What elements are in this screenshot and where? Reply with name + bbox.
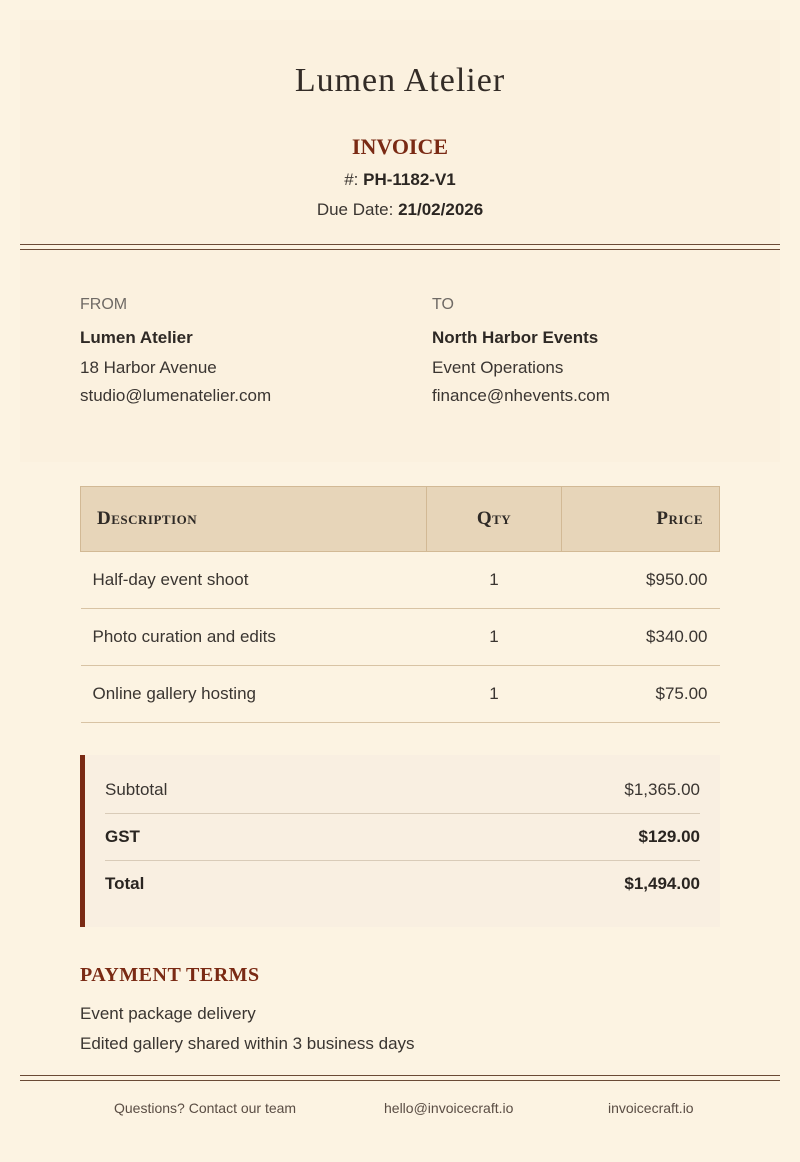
item-qty: 1 [427, 552, 562, 609]
item-price: $340.00 [562, 609, 720, 666]
to-name: North Harbor Events [432, 328, 599, 347]
column-header-price: Price [562, 487, 720, 552]
payment-terms-title: PAYMENT TERMS [80, 964, 260, 986]
due-date-label: Due Date: [316, 200, 394, 219]
from-label: FROM [80, 296, 128, 313]
table-header-row [81, 487, 720, 552]
footer-contact-text: Questions? Contact our team [114, 1100, 297, 1116]
invoice-header [20, 20, 780, 244]
from-address: 18 Harbor Avenue [80, 358, 217, 377]
tax-label: GST [105, 827, 140, 846]
to-label: TO [432, 296, 454, 313]
item-description: Half-day event shoot [81, 552, 427, 609]
table-row [81, 609, 720, 666]
item-qty: 1 [427, 666, 562, 723]
table-row [81, 666, 720, 723]
total-label: Total [105, 874, 145, 893]
line-items-table [80, 486, 720, 723]
brand-name: Lumen Atelier [294, 62, 506, 99]
to-department: Event Operations [432, 358, 564, 377]
table-row [81, 552, 720, 609]
tax-value: $129.00 [638, 827, 700, 846]
total-row [105, 861, 700, 907]
from-block [80, 296, 271, 414]
item-qty: 1 [427, 609, 562, 666]
to-email: finance@nhevents.com [432, 386, 610, 405]
column-header-qty: Qty [427, 487, 562, 552]
subtotal-row [105, 767, 700, 814]
footer-divider [20, 1075, 780, 1081]
item-description: Online gallery hosting [81, 666, 427, 723]
payment-terms-line: Event package delivery [80, 1004, 256, 1023]
document-title: INVOICE [351, 134, 449, 159]
parties-section [20, 250, 780, 462]
item-price: $75.00 [562, 666, 720, 723]
column-header-description: Description [81, 487, 427, 552]
footer-website-link[interactable]: invoicecraft.io [608, 1100, 694, 1116]
item-price: $950.00 [562, 552, 720, 609]
tax-row [105, 814, 700, 861]
invoice-number-value: PH-1182-V1 [363, 170, 456, 189]
invoice-number [20, 170, 780, 190]
to-block [432, 296, 610, 414]
due-date-value: 21/02/2026 [398, 200, 484, 219]
total-value: $1,494.00 [624, 874, 700, 893]
totals-box [80, 755, 720, 927]
subtotal-label: Subtotal [105, 780, 168, 799]
from-email: studio@lumenatelier.com [80, 386, 272, 405]
footer-email-link[interactable]: hello@invoicecraft.io [384, 1100, 514, 1116]
item-description: Photo curation and edits [81, 609, 427, 666]
subtotal-value: $1,365.00 [624, 780, 700, 799]
from-name: Lumen Atelier [80, 328, 193, 347]
due-date [20, 200, 780, 220]
invoice-number-label: #: [344, 170, 359, 189]
payment-terms-line: Edited gallery shared within 3 business days [80, 1034, 415, 1053]
